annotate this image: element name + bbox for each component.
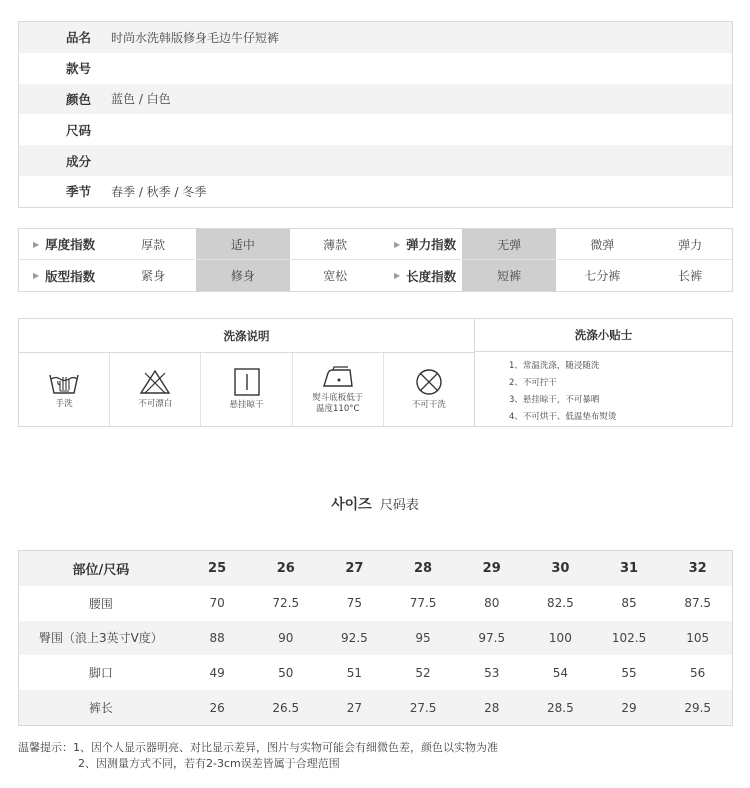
index-row	[19, 229, 732, 260]
size-cell: 95	[415, 630, 431, 645]
size-header-cell: 27	[345, 560, 364, 576]
size-part-label: 裤长	[88, 701, 113, 716]
size-cell: 28	[484, 700, 500, 715]
triangle-right-icon: ▶	[33, 239, 40, 249]
size-row-hip	[19, 621, 732, 656]
length-index-heading: ▶ 长度指数	[393, 268, 457, 284]
size-part-label: 腰围	[88, 596, 113, 611]
index-grid	[18, 228, 733, 292]
washing-icons	[19, 353, 474, 426]
size-chart-title	[0, 494, 750, 514]
elasticity-index-heading: ▶ 弹力指数	[393, 237, 457, 252]
index-option: 紧身	[141, 269, 166, 283]
triangle-right-icon: ▶	[33, 271, 40, 280]
info-value: 蓝色 / 白色	[111, 92, 171, 107]
size-header-cell: 30	[551, 560, 570, 576]
index-row	[19, 260, 732, 291]
size-cell: 56	[690, 665, 706, 680]
info-row-season	[19, 176, 732, 207]
no-bleach-icon	[139, 369, 171, 395]
wash-item-no-dry-clean	[384, 353, 474, 426]
info-label: 尺码	[65, 122, 91, 138]
info-row-name	[19, 22, 732, 53]
size-header-cell: 29	[482, 560, 501, 576]
no-dry-clean-icon	[414, 368, 444, 396]
size-row-length	[19, 690, 732, 725]
size-header-cell: 28	[414, 560, 433, 576]
size-cell: 29	[621, 700, 637, 715]
washing-tips	[475, 319, 732, 426]
wash-item-label: 不可干洗	[411, 400, 446, 411]
wash-item-iron-low	[293, 353, 384, 426]
index-option-selected: 适中	[196, 229, 291, 259]
note-line-1: 温馨提示：1、因个人显示器明亮、对比显示差异，图片与实物可能会有细微色差，颜色以实物为准	[18, 741, 498, 754]
index-option: 长裤	[678, 269, 703, 283]
washing-title: 洗涤说明	[19, 319, 474, 353]
size-title-korean: 사이즈	[331, 497, 372, 513]
product-info-table	[18, 21, 733, 208]
index-option: 薄款	[323, 237, 348, 252]
size-header-cell: 31	[619, 560, 639, 576]
info-value: 时尚水洗韩版修身毛边牛仔短裤	[111, 30, 280, 45]
size-cell: 26	[209, 700, 225, 715]
size-cell: 77.5	[409, 596, 437, 611]
size-header-row	[19, 551, 732, 586]
info-row-size	[19, 114, 732, 145]
info-row-color	[19, 84, 732, 115]
size-cell: 97.5	[478, 630, 506, 645]
size-cell: 50	[278, 665, 294, 680]
info-label: 品名	[65, 30, 91, 46]
notes	[18, 740, 498, 771]
info-label: 季节	[65, 184, 91, 200]
size-cell: 85	[621, 596, 637, 611]
fit-index-heading: ▶ 版型指数	[33, 268, 96, 284]
thickness-index-heading: ▶ 厚度指数	[33, 237, 96, 252]
tip-item: 4、不可烘干、低温垫布熨烫	[509, 412, 617, 422]
size-cell: 28.5	[547, 700, 574, 715]
triangle-right-icon: ▶	[393, 239, 401, 249]
tip-item: 2、不可拧干	[509, 378, 557, 388]
wash-item-label: 悬挂晾干	[229, 400, 264, 411]
info-row-material	[19, 145, 732, 176]
wash-item-hand-wash	[19, 353, 110, 426]
info-label: 款号	[65, 61, 91, 77]
size-cell: 70	[209, 596, 225, 611]
info-row-style-no	[19, 53, 732, 84]
size-header-cell: 32	[688, 560, 707, 576]
wash-item-label: 熨斗底板低于	[312, 393, 364, 404]
info-label: 成分	[65, 153, 91, 169]
size-cell: 80	[484, 596, 500, 611]
index-option: 厚款	[141, 237, 166, 252]
size-cell: 26.5	[272, 700, 300, 715]
index-option: 宽松	[323, 269, 348, 283]
tips-list	[475, 352, 732, 426]
size-title-chinese: 尺码表	[379, 498, 419, 513]
size-cell: 100	[548, 630, 572, 645]
wash-item-no-bleach	[110, 353, 201, 426]
size-part-label: 脚口	[88, 666, 113, 681]
hang-dry-icon	[231, 368, 263, 396]
size-cell: 27.5	[409, 700, 437, 715]
info-label: 颜色	[65, 91, 91, 107]
size-header-cell: 26	[276, 560, 295, 576]
size-chart-table	[18, 550, 733, 726]
wash-item-hang-dry	[201, 353, 292, 426]
tip-item: 1、常温洗涤，随浸随洗	[509, 361, 600, 371]
washing-panel	[18, 318, 733, 427]
washing-instructions	[19, 319, 475, 426]
size-cell: 49	[209, 665, 225, 680]
size-part-label: 臀围（浪上3英寸V度）	[38, 631, 163, 646]
iron-low-icon	[321, 365, 355, 389]
info-value: 春季 / 秋季 / 冬季	[111, 184, 207, 199]
wash-item-label: 手洗	[55, 399, 73, 410]
size-cell: 88	[209, 630, 225, 645]
triangle-right-icon: ▶	[393, 271, 401, 280]
size-cell: 105	[686, 630, 710, 645]
size-cell: 55	[621, 665, 637, 680]
size-cell: 90	[278, 630, 294, 645]
size-cell: 27	[346, 700, 363, 715]
size-cell: 87.5	[684, 596, 712, 611]
size-cell: 53	[484, 665, 500, 680]
size-header-cell: 25	[208, 560, 227, 576]
size-cell: 72.5	[272, 596, 300, 611]
tips-title: 洗涤小贴士	[475, 319, 732, 352]
size-cell: 29.5	[684, 700, 712, 715]
size-row-waist	[19, 586, 732, 621]
note-line-2: 2、因测量方式不同，若有2-3cm误差皆属于合理范围	[78, 756, 340, 770]
size-cell: 102.5	[611, 630, 647, 645]
index-option-selected: 无弹	[462, 229, 557, 259]
index-option: 微弹	[590, 237, 615, 252]
hand-wash-icon	[48, 369, 80, 395]
wash-item-label-2: 温度110°C	[316, 403, 360, 414]
size-cell: 75	[346, 596, 363, 611]
size-header-label: 部位/尺码	[72, 562, 130, 578]
size-cell: 51	[346, 665, 363, 680]
wash-item-label: 不可漂白	[138, 399, 173, 410]
size-cell: 52	[415, 665, 431, 680]
size-cell: 82.5	[547, 596, 574, 611]
size-cell: 92.5	[341, 630, 368, 645]
size-row-leg-opening	[19, 655, 732, 690]
index-option: 七分裤	[584, 269, 621, 283]
index-option-selected: 修身	[196, 260, 291, 291]
index-option: 弹力	[678, 237, 703, 252]
size-cell: 54	[552, 665, 569, 680]
index-option-selected: 短裤	[462, 260, 557, 291]
tip-item: 3、悬挂晾干，不可暴晒	[509, 395, 600, 405]
